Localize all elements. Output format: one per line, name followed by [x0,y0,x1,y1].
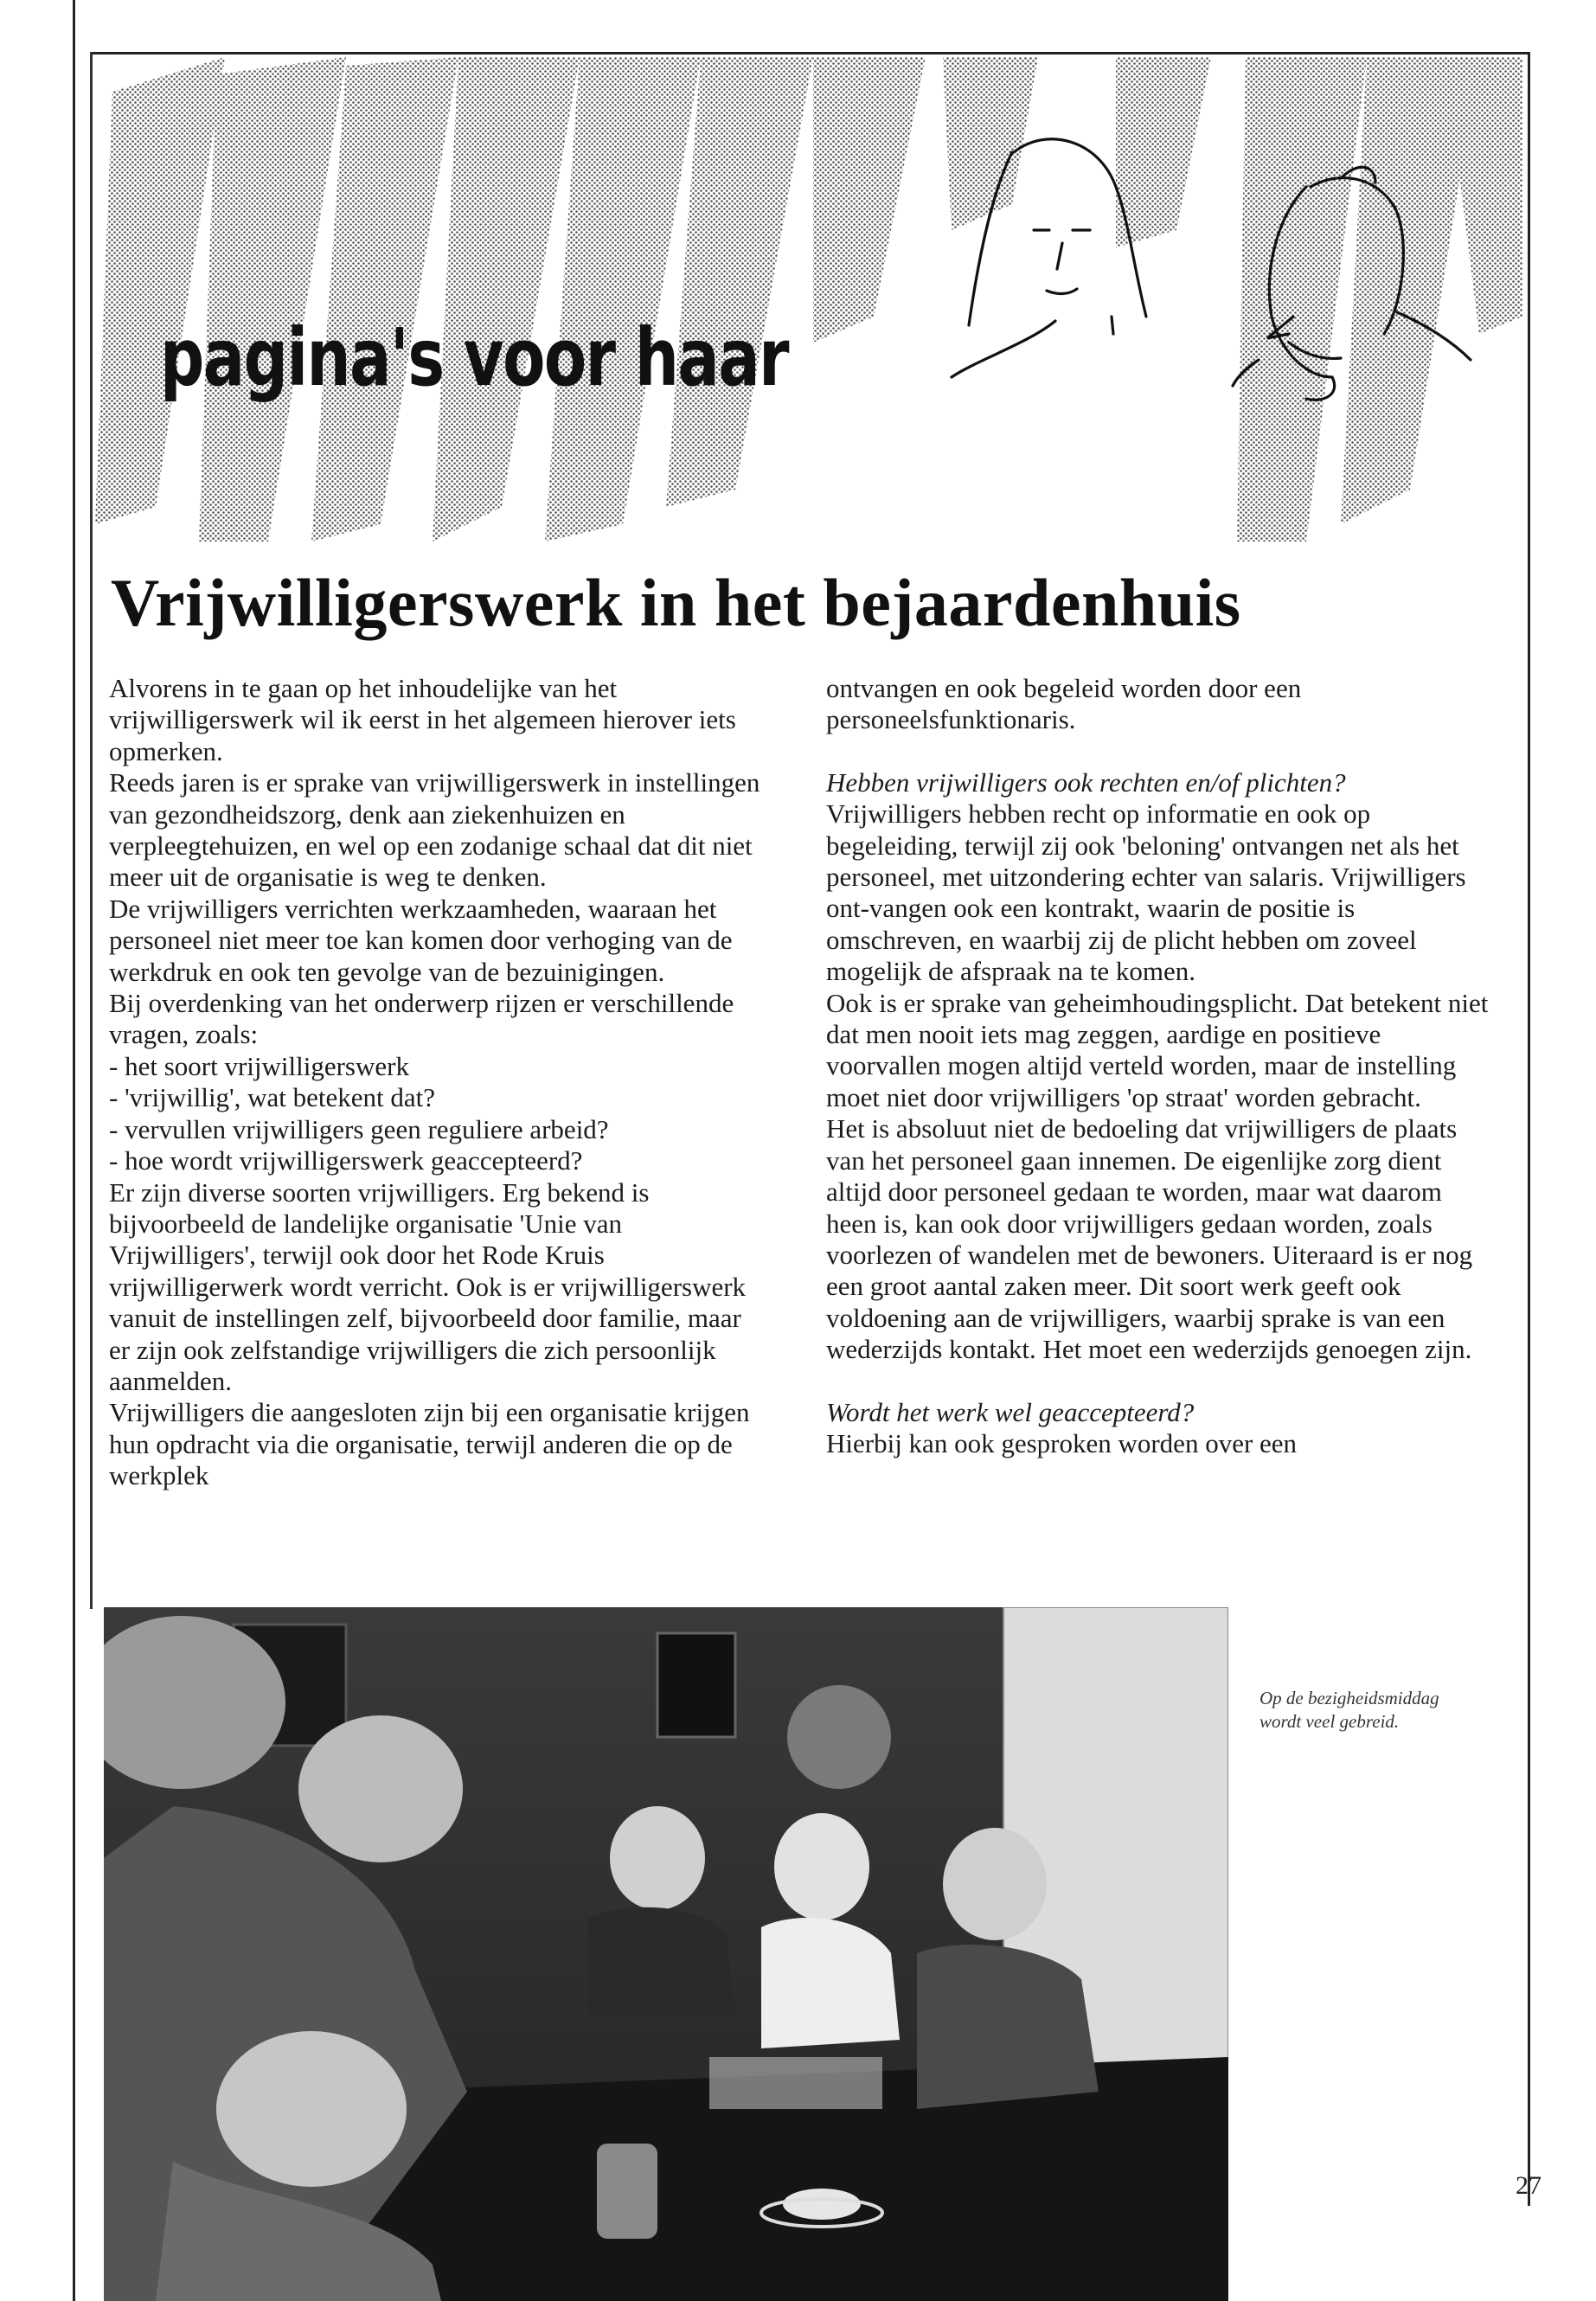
page-number: 27 [1516,2171,1542,2200]
subheading: Wordt het werk wel geaccepteerd? [826,1396,1195,1427]
list-item: - hoe wordt vrijwilligerswerk geaccepteerd? [109,1145,762,1176]
article-column-right [826,673,1497,1459]
paragraph: Hierbij kan ook gesproken worden over een [826,1427,1298,1458]
article-title: Vrijwilligerswerk in het bejaardenhuis [111,565,1241,640]
frame-right-rule [1528,52,1530,2206]
left-margin-rule [73,0,75,2301]
paragraph: Bij overdenking van het onderwerp rijzen er verschillende vragen, zoals: [109,988,734,1050]
lamp [787,1685,891,1789]
paragraph: Het is absoluut niet de bedoeling dat vrijwilligers de plaats van het personeel gaan innemen. De eigenlijke zorg dient altijd door personeel gedaan te worden, maar wat daarom heen is, kan ook door vrijwilligers gedaan worden, zoals voorlezen of wandelen met de bewoners. Uiteraard is er nog een groot aantal zaken meer. Dit soort werk geeft ook voldoening aan de vrijwilligers, waarbij sprake is van een wederzijds kontakt. Het moet een wederzijds genoegen zijn. [826,1113,1473,1365]
paragraph: De vrijwilligers verrichten werkzaamheden, waaraan het personeel niet meer toe kan komen door verhoging van de werkdruk en ook ten gevolge van de bezuinigingen. [109,893,733,987]
seated-woman-2-head [774,1813,869,1920]
teacup [783,2189,861,2220]
seated-woman-3-head [943,1828,1047,1940]
wall-picture [657,1633,735,1737]
paragraph: Vrijwilligers die aangesloten zijn bij een organisatie krijgen hun opdracht via die organisatie, terwijl anderen die op de werkplek [109,1397,750,1491]
paragraph: Ook is er sprake van geheimhoudingsplicht. Dat betekent niet dat men nooit iets mag zeggen, aardige en positieve voorvallen mogen altijd verteld worden, maar de instelling moet niet door vrijwilligers 'op straat' worden gebracht. [826,987,1489,1112]
question-list [109,1051,762,1177]
paragraph: Reeds jaren is er sprake van vrijwilligerswerk in instellingen van gezondheidszorg, denk aan ziekenhuizen en verpleegtehuizen, en wel op een zodanige schaal dat dit niet meer uit de organisatie is weg te denken. [109,767,760,893]
teapot [597,2144,657,2239]
paragraph: Alvorens in te gaan op het inhoudelijke van het vrijwilligerswerk wil ik eerst in het algemeen hierover iets opmerken. [109,673,736,766]
foreground-woman-head [216,2031,407,2187]
article-photo [104,1607,1228,2301]
subheading: Hebben vrijwilligers ook rechten en/of plichten? [826,766,1346,798]
frame-left-rule [90,52,93,1609]
list-item: - 'vrijwillig', wat betekent dat? [109,1082,762,1113]
paragraph: Er zijn diverse soorten vrijwilligers. Erg bekend is bijvoorbeeld de landelijke organisatie 'Unie van Vrijwilligers', terwijl ook door het Rode Kruis vrijwilligerwerk wordt verricht. Ook is er vrijwilligerswerk vanuit de instellingen zelf, bijvoorbeeld door familie, maar er zijn ook zelfstandige vrijwilligers die zich persoonlijk aanmelden. [109,1176,747,1396]
frame-top-rule [90,52,1530,54]
article-column-left [109,673,762,1492]
series-title: pagina's voor haar [160,311,788,404]
standing-woman-head [298,1715,463,1862]
list-item: - vervullen vrijwilligers geen reguliere arbeid? [109,1114,762,1145]
halftone-brush-strokes [95,57,1522,542]
list-item: - het soort vrijwilligerswerk [109,1051,762,1082]
header-illustration [95,57,1522,542]
knitting [709,2057,882,2109]
photo-caption: Op de bezigheidsmiddag wordt veel gebreid. [1259,1688,1439,1732]
seated-woman-1-head [610,1806,705,1910]
paragraph: Vrijwilligers hebben recht op informatie en ook op begeleiding, terwijl zij ook 'beloning' ontvangen net als het personeel, met uitzondering echter van salaris. Vrijwilligers ont-vangen ook een kontrakt, waarin de positie is omschreven, en waarbij zij de plicht hebben om zoveel mogelijk de afspraak na te komen. [826,798,1466,987]
paragraph: ontvangen en ook begeleid worden door een personeelsfunktionaris. [826,673,1302,735]
